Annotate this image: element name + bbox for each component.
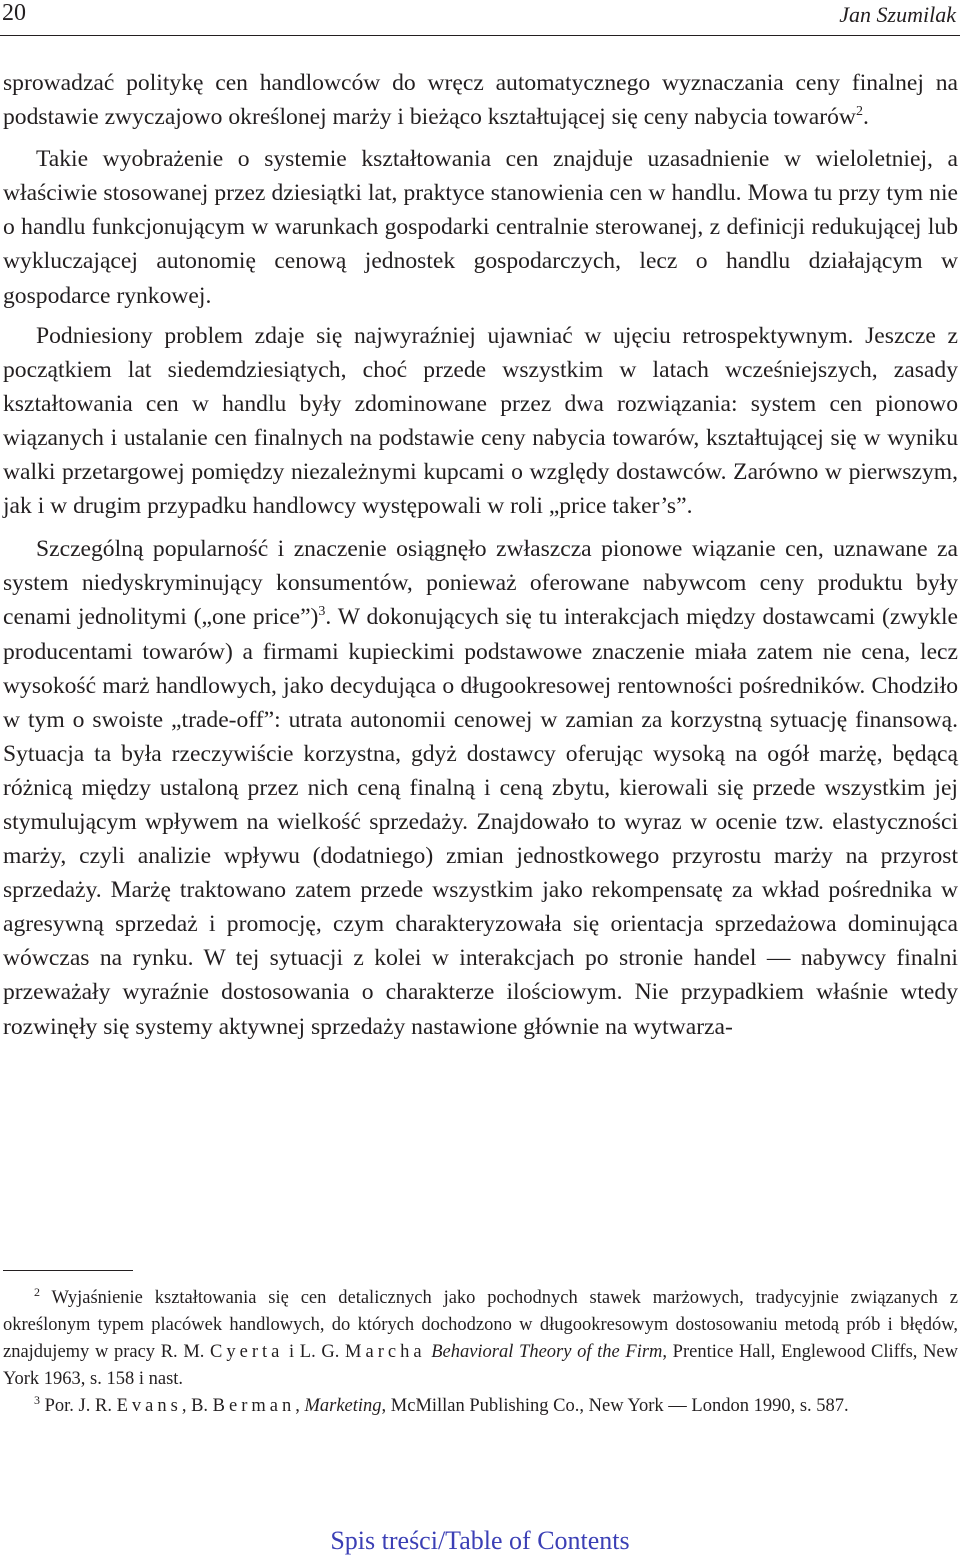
footnote-3 [3,1393,958,1420]
footnote-2-author-2: Marcha [345,1342,426,1362]
header-rule [0,35,960,36]
footnote-3-title: Marketing [304,1396,382,1416]
footnote-2-number: 2 [34,1285,40,1299]
table-of-contents-link[interactable]: Spis treści/Table of Contents [330,1526,630,1555]
footnote-2-title: Behavioral Theory of the Firm [431,1342,663,1362]
paragraph-3: Podniesiony problem zdaje się najwyraźniej ujawniać w ujęciu retrospektywnym. Jeszcze z początkiem lat siedemdziesiątych, choć przede wszystkim w latach wcześniejszych, zasady kształtowania cen w handlu były zdominowane przez dwa rozwiązania: system cen pionowo wiązanych i ustalanie cen finalnych na podstawie ceny nabycia towarów, kształtującej się w wyniku walki przetargowej pomiędzy niezależnymi kupcami o względy dostawców. Zarówno w pierwszym, jak i w drugim przypadku handlowcy występowali w roli „price taker’s”. [3,322,958,520]
footnote-3-number: 3 [34,1393,40,1407]
footnote-3-mid: , B. [181,1396,209,1416]
footnote-ref-2[interactable]: 2 [855,104,863,120]
footnote-3-comma: , [295,1396,300,1416]
paragraph-1-text: sprowadzać politykę cen handlowców do wręcz automatycznego wyznaczania ceny finalnej na podstawie zwyczajowo określonej marży i bieżąco kształtującej się ceny nabycia towarów [3,70,958,131]
paragraph-2: Takie wyobrażenie o systemie kształtowania cen znajduje uzasadnienie w wieloletniej, a właściwie stosowanej przez dziesiątki lat, praktyce stanowienia cen w handlu. Mowa tu przy tym nie o handlu funkcjonującym w warunkach gospodarki centralnie sterowanej, z definicji redukującej lub wykluczającej autonomię cenową jednostek gospodarczych, lecz o handlu działającym w gospodarce rynkowej. [3,146,958,309]
footnote-3-rest: , McMillan Publishing Co., New York — London 1990, s. 587. [381,1396,849,1416]
footnotes [3,1285,958,1420]
footnote-2-author-1: Cyerta [210,1342,284,1362]
paragraph-4-text-cont: . W dokonujących się tu interakcjach między dostawcami (zwykle producentami towarów) a firmami kupieckimi podstawowe znaczenie miała zatem nie cena, lecz wysokość marż handlowych, jako decydująca o długookresowej rentowności pośredników. Chodziło w tym o swoiste „trade-off”: utrata autonomii cenowej w zamian za korzystną sytuację finansową. Sytuacja ta była rzeczywiście korzystna, gdyż dostawcy oferując wysoką na ogół marżę, będącą różnicą między ustaloną przez nich ceną finalną i ceną zbytu, kierowali się przede wszystkim jej stymulującym wpływem na wielkość sprzedaży. Znajdowało to wyraz w ocenie tzw. elastyczności marży, czyli analizie wpływu (dodatniego) zmian jednostkowego przyrostu marży na przyrost sprzedaży. Marżę traktowano zatem przede wszystkim jako rekompensatę za wkład pośrednika w agresywną sprzedaż i promocję, czym charakteryzowała się orientacja sprzedażowa dominująca wówczas na rynku. W tej sytuacji z kolei w interakcjach po stronie handel — nabywcy finalni przeważały wyraźnie dostosowania o charakterze ilościowym. Nie przypadkiem właśnie wtedy rozwinęły się systemy aktywnej sprzedaży nastawione głównie na wytwarza- [3,604,958,1040]
footnote-2-mid: i L. G. [289,1342,340,1362]
running-head-author: Jan Szumilak [839,2,956,27]
paragraph-1-tail: . [862,104,869,131]
paragraph-4-text: Szczególną popularność i znaczenie osiągnęło zwłaszcza pionowe wiązanie cen, uznawane za system niedyskryminujący konsumentów, ponieważ oferowane nabywcom ceny produktu były cenami jednolitymi („one price”) [3,536,958,631]
page-header [0,0,960,34]
page-number: 20 [2,0,26,26]
footnote-2-text: Wyjaśnienie kształtowania się cen detalicznych jako pochodnych stawek marżowych, tradycyjnie związanych z określonym typem placówek handlowych, do których dochodzono w długookresowym dostosowaniu metodą prób i błędów, znajdujemy w pracy R. M. [3,1288,959,1362]
paragraph-4 [3,532,958,1043]
paragraph-1 [3,66,958,134]
footnote-ref-3[interactable]: 3 [318,604,326,620]
footnote-3-pre: Por. J. R. [44,1396,112,1416]
main-text [3,66,958,1044]
footnote-rule [3,1270,133,1271]
footnote-3-author-2: Berman [212,1396,296,1416]
footnote-3-author-1: Evans [116,1396,182,1416]
footnote-2 [3,1285,958,1393]
footnote-2-rest: , Prentice Hall, Englewood Cliffs, New York 1963, s. 158 i nast. [3,1342,959,1389]
